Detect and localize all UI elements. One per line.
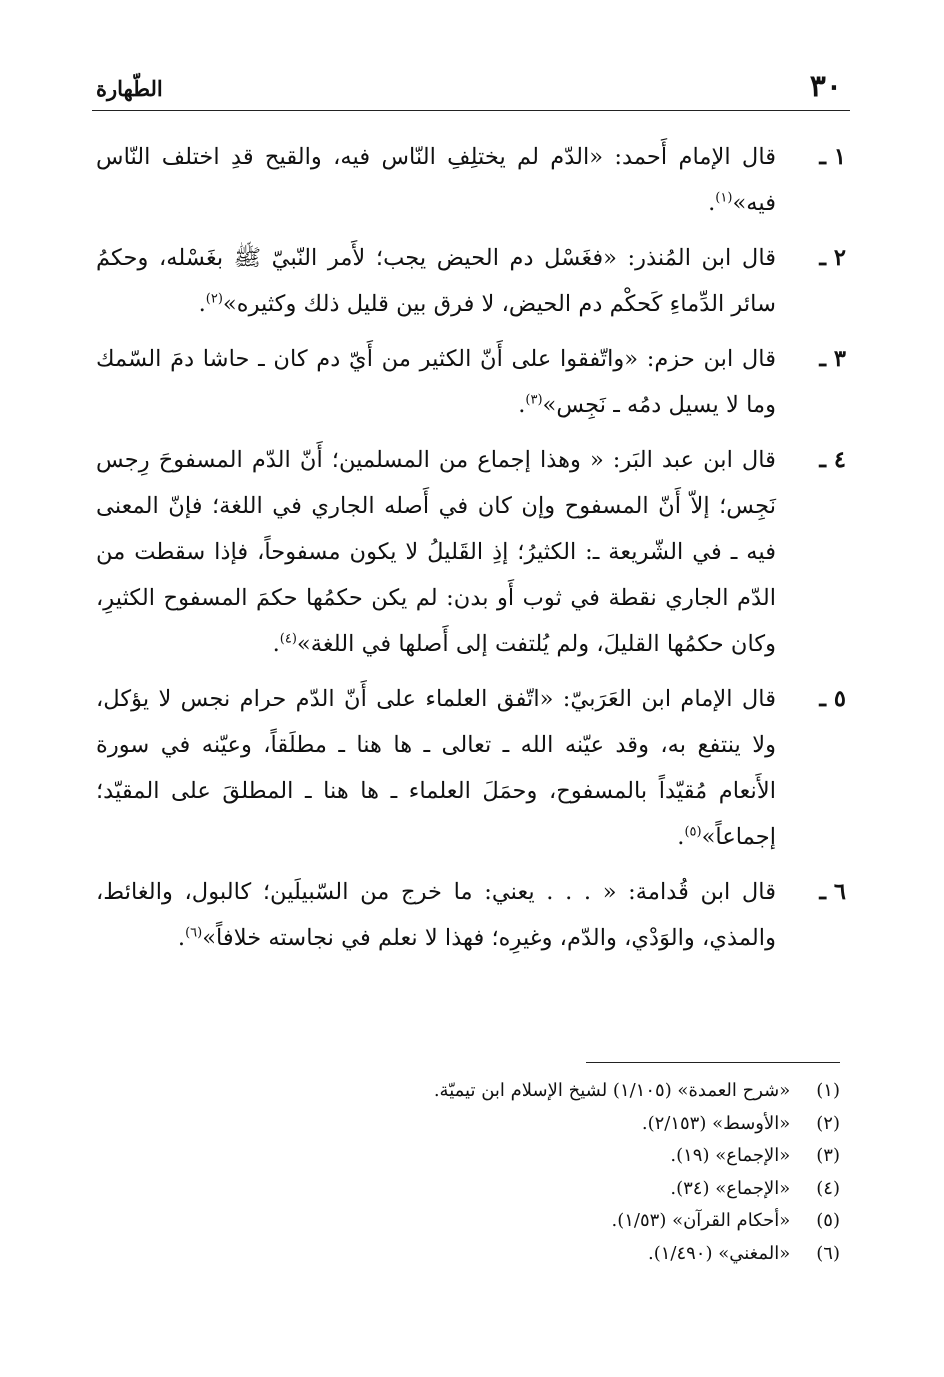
item-end: . [198,291,206,317]
footnote-number: (٢) [816,1112,840,1134]
footnote-number: (٣) [816,1145,840,1166]
footnote [160,1075,840,1108]
footnote-ref: (١) [715,190,733,206]
list-item [96,869,846,961]
footnote-ref: (٥) [684,824,702,840]
page-number: ٣٠ [809,69,842,104]
item-text: قال الإمام أَحمد: «الدّم لم يختلِفِ النّاس فيه، والقيح قدِ اختلف النّاس فيه» [96,144,776,216]
footnote-ref: (٦) [185,925,203,941]
item-text: قال ابن عبد البَر: « وهذا إجماع من المسلمين؛ أَنّ الدّم المسفوحَ رِجس نَجِس؛ إلاّ أَنّ المسفوح وإن كان في أَصله الجاري في اللغة؛ فإنّ المعنى فيه ـ في الشّريعة ـ: الكثيرُ؛ إذِ القَليلُ لا يكون مسفوحاً، فإذا سقطت من الدّم الجاري نقطة في ثوب أَو بدن: لم يكن حكمُها حكمَ المسفوح الكثيرِ، وكان حكمُها القليلَ، ولم يُلتفت إلى أَصلها في اللغة» [96,447,776,657]
footnote-number: (٥) [816,1210,840,1231]
footnote [160,1205,840,1238]
list-item [96,676,846,860]
footnote-text: «المغني» (١/٤٩٠). [647,1242,791,1264]
footnote-text: «أحكام القرآن» (١/٥٣). [611,1210,791,1231]
footnote-ref: (٤) [279,631,297,647]
footnote [160,1238,840,1271]
item-number: ٢ ـ [819,245,846,271]
item-number: ١ ـ [819,144,846,170]
item-number: ٤ ـ [819,447,846,473]
item-end: . [708,190,716,216]
running-title: الطّهارة [96,76,163,101]
footnote-divider [586,1062,840,1063]
footnote-number: (١) [816,1080,840,1101]
item-number: ٥ ـ [819,686,846,712]
list-item [96,437,846,667]
page-header [92,66,850,111]
footnote-text: «الأوسط» (٢/١٥٣). [641,1112,791,1134]
footnote [160,1173,840,1206]
main-text [96,134,846,970]
item-end: . [272,631,280,657]
item-text: قال الإمام ابن العَرَبيّ: «اتّفق العلماء على أَنّ الدّم حرام نجس لا يؤكل، ولا ينتفع به، وقد عيّنه الله ـ تعالى ـ ها هنا ـ مطلَقاً، وعيّنه في سورة الأَنعام مُقيّداً بالمسفوح، وحمَلَ العلماء ـ ها هنا ـ المطلقَ على المقيّد؛ إجماعاً» [96,686,776,850]
item-number: ٦ ـ [819,879,846,905]
item-end: . [177,925,186,951]
footnote-ref: (٣) [525,392,543,408]
footnote [160,1140,840,1173]
footnote-text: «شرح العمدة» (١/١٠٥) لشيخ الإسلام ابن تيميّة. [433,1080,791,1101]
item-end: . [518,392,526,418]
footnotes [160,1075,840,1270]
list-item [96,235,846,327]
item-end: . [677,824,685,850]
footnote-text: «الإجماع» (٣٤). [670,1177,791,1199]
item-number: ٣ ـ [819,346,846,372]
footnote [160,1108,840,1141]
footnote-number: (٤) [816,1177,840,1199]
item-text: قال ابن حزم: «واتّفقوا على أَنّ الكثير من أَيّ دم كان ـ حاشا دمَ السّمك وما لا يسيل دمُه ـ نَجِس» [96,346,776,418]
list-item [96,336,846,428]
footnote-ref: (٢) [205,291,223,307]
item-text: قال ابن المُنذر: «فغَسْل دم الحيض يجب؛ لأَمر النّبيّ ﷺ بغَسْله، وحكمُ سائر الدِّماءِ كَحكْم دم الحيض، لا فرق بين قليل ذلك وكثيره» [96,245,776,317]
footnote-number: (٦) [816,1242,840,1264]
item-text: قال ابن قُدامة: « . . . يعني: ما خرج من السّبيلَين؛ كالبول، والغائط، والمذي، والوَدْي، والدّم، وغيرِه؛ فهذا لا نعلم في نجاسته خلافاً» [96,879,776,951]
list-item [96,134,846,226]
footnote-text: «الإجماع» (١٩). [670,1145,791,1166]
